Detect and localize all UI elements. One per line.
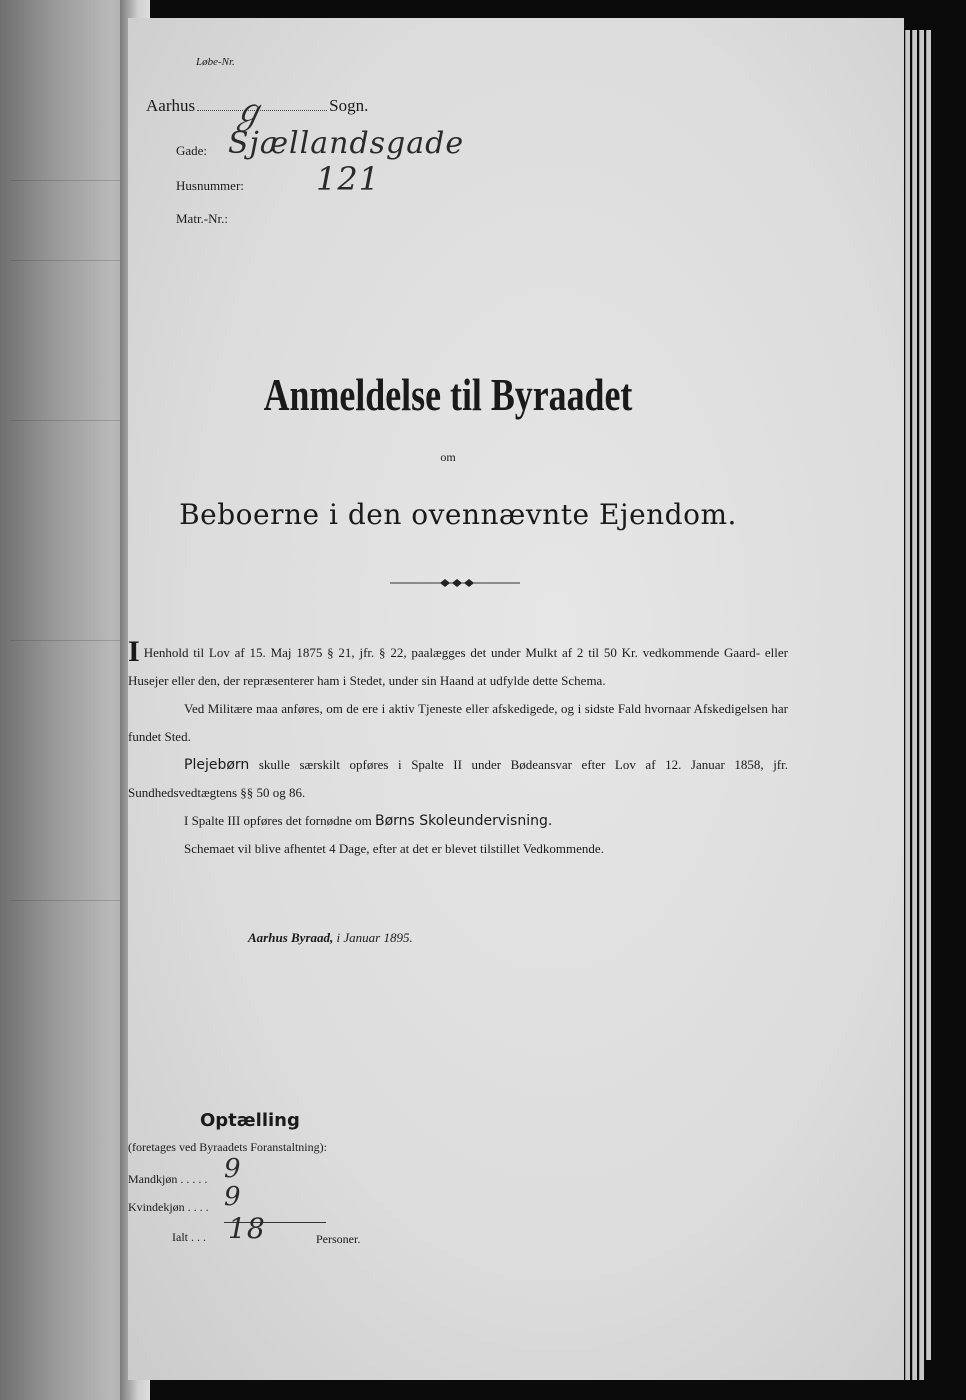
female-count-value: 9 [224, 1182, 242, 1212]
instruction-paragraph: Ved Militære maa anføres, om de ere i aktiv Tjeneste eller afskedigede, og i sidste Fald hvornaar Afskedigelsen har fundet Sted. [128, 701, 788, 744]
street-label: Gade: [176, 143, 208, 158]
title-connector: om [440, 450, 456, 464]
emphasis-schooling: Børns Skoleundervisning. [374, 813, 553, 829]
instruction-paragraph: Schemaet vil blive afhentet 4 Dage, efter at det er blevet tilstillet Vedkommende. [184, 841, 604, 856]
document-subtitle: Beboerne i den ovennævnte Ejendom. [179, 498, 737, 531]
emphasis-foster-children: Plejebørn [184, 757, 250, 773]
parish-label: Sogn. [329, 96, 369, 115]
issue-date: i Januar 1895. [336, 930, 413, 945]
left-facing-page [0, 0, 140, 1400]
dropcap-letter: I [128, 635, 140, 668]
instruction-paragraph: Plejebørn skulle særskilt opføres i Spalte II under Bødeansvar efter Lov af 12. Januar 1858, jfr. Sundhedsvedtægtens §§ 50 og 86. [128, 757, 788, 800]
ornament-divider-icon [390, 573, 520, 593]
issuing-authority [248, 930, 413, 946]
instruction-paragraph: I Henhold til Lov af 15. Maj 1875 § 21, jfr. § 22, paalægges det under Mulkt af 2 til 50 Kr. vedkommende Gaard- eller Husejer eller den, der repræsenterer ham i Stedet, under sin Haand at udfylde dette Schema. [128, 635, 788, 688]
total-count-value: 18 [228, 1212, 266, 1245]
instruction-paragraph: I Spalte III opføres det fornødne om Børns Skoleundervisning. [184, 813, 553, 829]
page-edge [926, 30, 931, 1360]
female-count-row [128, 1200, 209, 1215]
male-label: Mandkjøn . . . . . [128, 1172, 208, 1186]
authority-name: Aarhus Byraad, [248, 930, 334, 945]
house-number-label: Husnummer: [176, 178, 244, 193]
house-number-value: 121 [316, 160, 381, 198]
page-edge [912, 30, 917, 1380]
page-edge [905, 30, 910, 1380]
male-count-row [128, 1172, 207, 1187]
male-count-value: 9 [224, 1154, 242, 1184]
parish-handwritten-mark: ℊ [231, 92, 266, 132]
instructions-text [128, 635, 788, 863]
document-title: Anmeldelse til Byraadet [263, 369, 633, 420]
total-count-row [172, 1230, 206, 1245]
persons-unit: Personer. [316, 1232, 361, 1246]
count-subtitle: (foretages ved Byraadets Foranstaltning): [128, 1140, 327, 1154]
count-title: Optælling [200, 1110, 300, 1131]
page-edge [919, 30, 924, 1380]
female-label: Kvindekjøn . . . . [128, 1200, 209, 1214]
document-page [128, 18, 904, 1380]
total-label: Ialt . . . [172, 1230, 206, 1244]
matr-nr-label: Matr.-Nr.: [176, 211, 228, 226]
city-name: Aarhus [146, 96, 196, 115]
street-value: Sjællandsgade [228, 126, 465, 161]
lobe-nr-label: Løbe-Nr. [196, 56, 235, 68]
